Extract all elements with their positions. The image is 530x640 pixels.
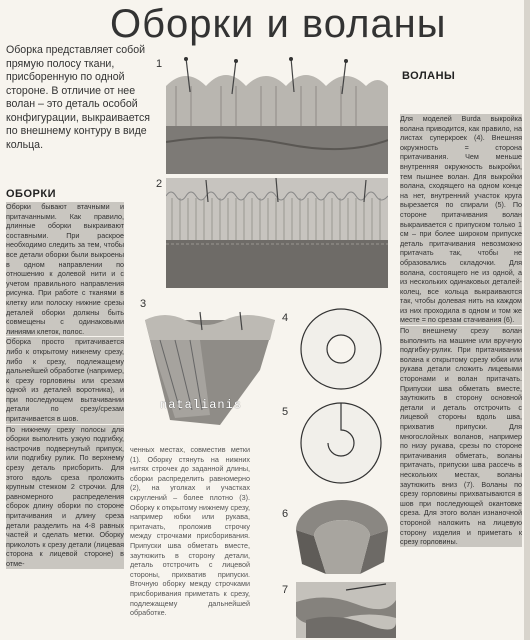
figure-7-layered-flounces — [296, 582, 396, 638]
page-title: Оборки и воланы — [110, 2, 447, 46]
figure-3-corner-gathers — [140, 310, 280, 430]
page-edge — [524, 0, 530, 640]
volany-text-column — [400, 114, 522, 636]
volany-paragraph-1: Для моделей Burda выкройка волана приводится, как правило, на листах суперкроек (4). Внешняя окружность = сторона притачивания. Чем меньше внутренняя окружность выкройки, тем пышнее волан. Для выкройки волана, сходящего на одном конце на нет, внутренний участок круга вырезается по спирали (5). По стороне притачивания волан выкраивается с припуском только 1 см – при более широком припуске деталь притачивания невозможно притачать так, чтобы не образовались складочки. Для волана, состоящего не из одной, а из нескольких одинаковых деталей-колец, все кольца выкраиваются так, чтобы долевая нить на каждом из них проходила в одном и том же месте = по срезам стачивания (6). — [400, 114, 522, 325]
volany-paragraph-2: По внешнему срезу волан выполнить на машине или вручную подгибку-рулик. При притачивании волана к открытому срезу юбки или рукава детали сложить лицевыми сторонами и волан притачать. Припуски шва обметать вместе, заутюжить в сторону основной детали и деталь отстрочить с лицевой стороны вдоль шва, прихватив припуски. Для многослойных воланов, например по низу рукава, срезы по стороне притачивания обметать, воланы притачать, припуски шва рассечь в нескольких местах, воланы заутюжить вниз (7). Воланы по срезу горловины прихватываются в шов при последующей окантовке среза. Для этого волан изнаночной стороной наложить на лицевую сторону изделия и приметать к срезу горловины. — [400, 326, 522, 547]
oborki-paragraph-2: Оборка просто притачивается либо к открытому нижнему срезу, либо к срезу, подлежащему дальнейшей обработке (например, к срезу горловины или срезам одной из деталей воротника), и при последующем вытачивании детали по срезу/срезам притачивается в шов. — [6, 337, 124, 424]
figure-number-6: 6 — [282, 508, 289, 520]
figure-number-7: 7 — [282, 584, 289, 596]
figure-4-ring-pattern — [298, 306, 384, 392]
oborki-heading: ОБОРКИ — [6, 188, 56, 200]
oborki-paragraph-1: Оборки бывают втачными и притачанными. Как правило, длинные оборки выкраивают составными. При раскрое необходимо следить за тем, чтобы все детали оборки были выкроены в одном направлении по отношению к долевой нити и с учетом правильного направления рисунка. При работе с тканями в клетку или полоску нижние срезы деталей оборки должны быть совмещены с одинаковыми линиями клеток, полос. — [6, 202, 124, 336]
figure-number-2: 2 — [156, 178, 163, 190]
watermark: natalianis — [160, 398, 243, 412]
figure-number-4: 4 — [282, 312, 289, 324]
figure-2-gathered-ruffle — [166, 178, 388, 288]
volany-heading: ВОЛАНЫ — [402, 70, 456, 82]
lead-paragraph: Оборка представляет собой прямую полосу ткани, присборенную по одной стороне. В отличие от нее волан – это деталь особой конфигурации, выкраивается по внешнему контуру в виде кольца. — [6, 44, 151, 151]
figure-1-ruffle-pinning — [166, 56, 388, 174]
oborki-text-column-2 — [130, 445, 250, 637]
oborki-paragraph-3: По нижнему срезу полосы для оборки выполнить узкую подгибку, настрочив подвернутый припуск, или подгибку рулик. По верхнему срезу деталь присборить. Для этого вдоль среза проложить крупным стежком 2 строчки. Для равномерного распределения сборок длину оборки по стороне притачивания и длину среза детали разделить на 4-8 равных частей и сделать метки. Оборку приколоть к срезу детали (лицевая сторона к лицевой стороне) в отме- — [6, 424, 124, 568]
oborki-paragraph-4: ченных местах, совместив метки (1). Оборку стянуть на нижних нитях строчек до заданной длины, сборки распределить равномерно (2), на уголках и участках скруглений – более плотно (3). Оборку к открытому нижнему срезу, например юбки или рукава, притачать, проложив строчку между строчками присборивания. Припуски шва обметать вместе, заутюжить в сторону детали, деталь отстрочить с лицевой стороны, прихватив припуски. Вточную оборку между строчками присборивания приметать к срезу, подлежащему дальнейшей обработке. — [130, 445, 250, 618]
figure-number-3: 3 — [140, 298, 147, 310]
figure-5-spiral-pattern — [298, 400, 384, 486]
figure-number-5: 5 — [282, 406, 289, 418]
oborki-text-column — [6, 202, 124, 638]
figure-6-joined-rings — [286, 500, 398, 576]
figure-number-1: 1 — [156, 58, 163, 70]
